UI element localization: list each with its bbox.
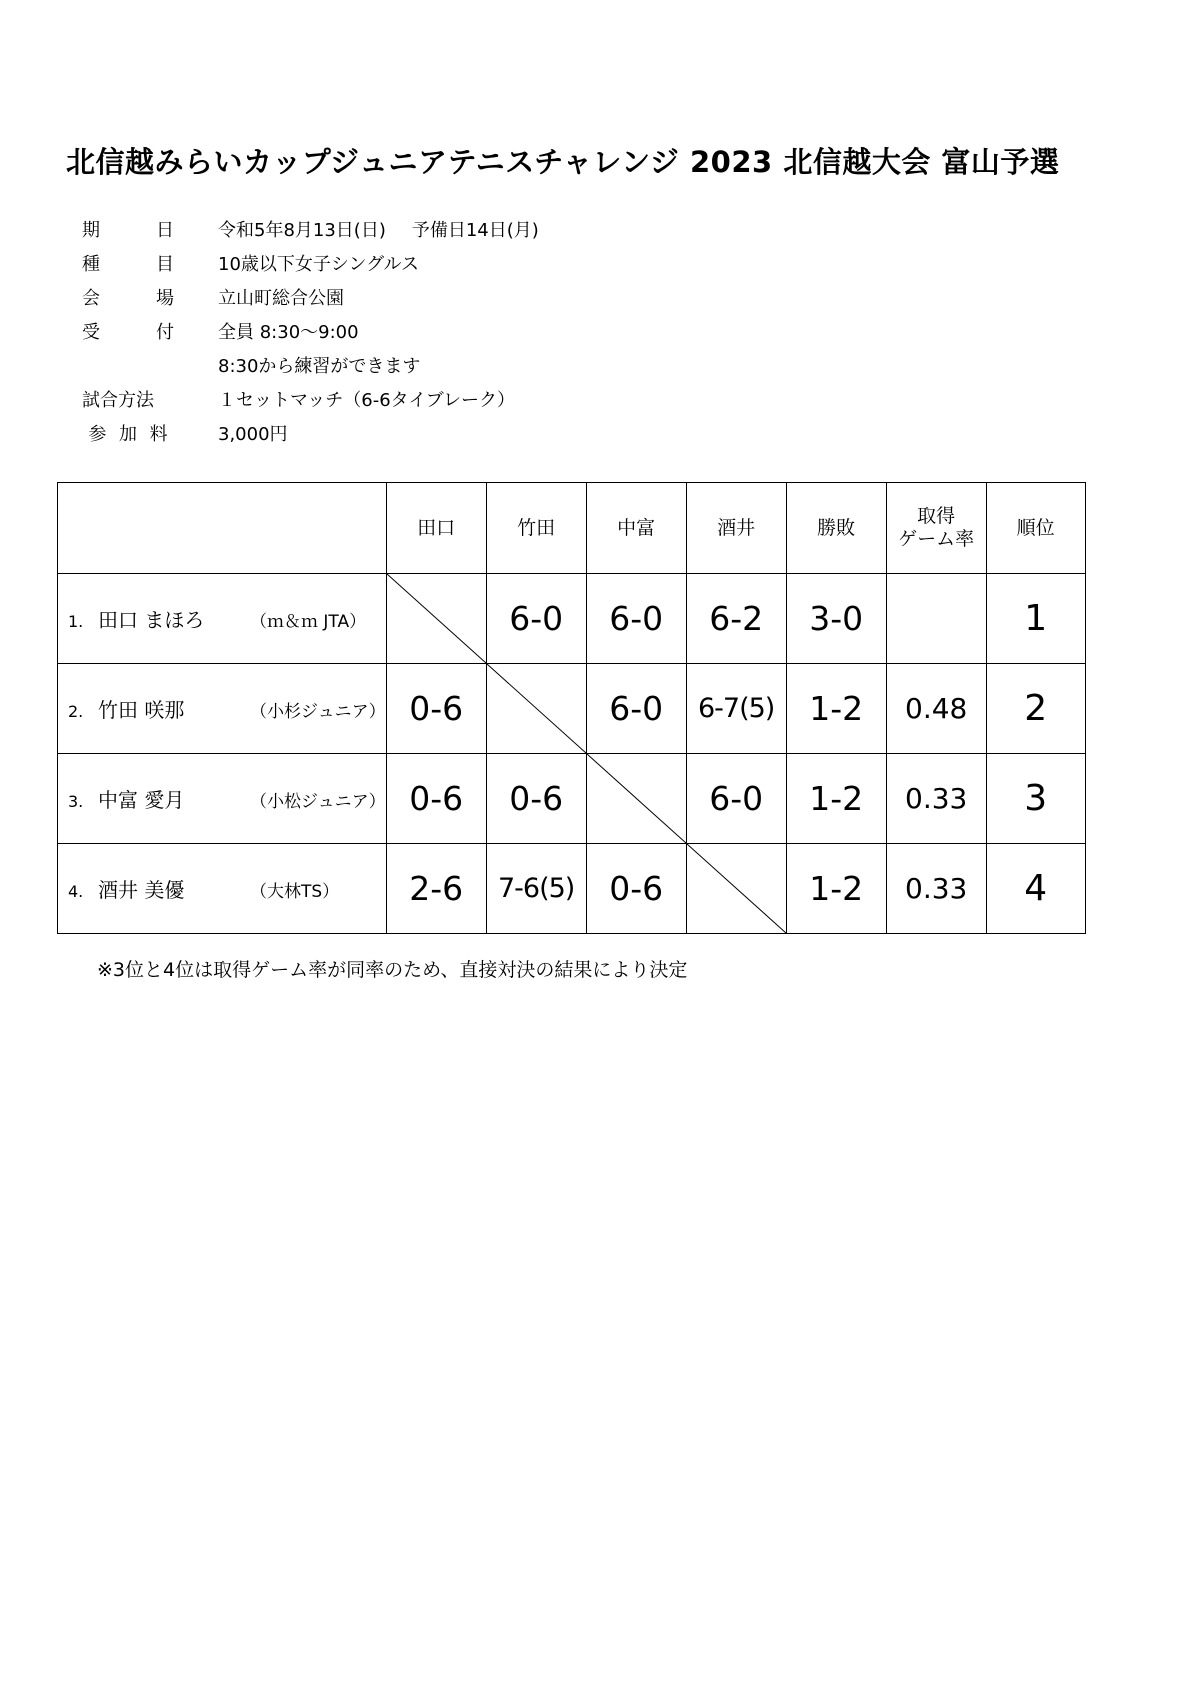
- info-label-date: 期 日: [82, 220, 174, 241]
- reserve-date: 予備日14日(月): [411, 220, 539, 241]
- score-cell: 0-6: [386, 664, 486, 754]
- player-number: 2.: [68, 702, 84, 721]
- record-cell: 1-2: [786, 664, 886, 754]
- player-name: 酒井 美優: [98, 878, 185, 902]
- game-rate-cell: 0.33: [886, 754, 986, 844]
- player-cell: [58, 664, 387, 754]
- info-value-venue: 立山町総合公園: [218, 288, 344, 309]
- score-cell: 0-6: [386, 754, 486, 844]
- score-cell: 6-7(5): [686, 664, 786, 754]
- game-rate-cell: [886, 574, 986, 664]
- rank-cell: 4: [986, 844, 1085, 934]
- header-takeda: 竹田: [486, 483, 586, 574]
- player-cell: [58, 844, 387, 934]
- player-club: （小杉ジュニア）: [250, 702, 386, 722]
- player-number: 1.: [68, 612, 84, 631]
- header-rank: 順位: [986, 483, 1085, 574]
- rank-cell: 2: [986, 664, 1085, 754]
- info-label-format: 試合方法: [82, 390, 154, 411]
- score-cell: 6-0: [686, 754, 786, 844]
- player-club: （大林TS）: [250, 882, 340, 902]
- header-game-rate: 取得 ゲーム率: [886, 483, 986, 574]
- table-row: [58, 574, 1086, 664]
- diagonal-cell: [586, 754, 686, 844]
- diagonal-cell: [486, 664, 586, 754]
- table-row: [58, 664, 1086, 754]
- table-row: [58, 844, 1086, 934]
- score-cell: 6-0: [486, 574, 586, 664]
- round-robin-table: [57, 482, 1086, 934]
- player-cell: [58, 574, 387, 664]
- player-cell: [58, 754, 387, 844]
- score-cell: 6-0: [586, 574, 686, 664]
- score-cell: 7-6(5): [486, 844, 586, 934]
- info-value-event: 10歳以下女子シングルス: [218, 254, 420, 275]
- score-cell: 0-6: [486, 754, 586, 844]
- rank-cell: 1: [986, 574, 1085, 664]
- score-cell: 2-6: [386, 844, 486, 934]
- info-label-reception: 受 付: [82, 322, 174, 343]
- record-cell: 1-2: [786, 754, 886, 844]
- player-number: 4.: [68, 882, 84, 901]
- table-header-row: [58, 483, 1086, 574]
- player-number: 3.: [68, 792, 84, 811]
- info-label-venue: 会 場: [82, 288, 174, 309]
- header-sakai: 酒井: [686, 483, 786, 574]
- player-club: （小松ジュニア）: [250, 792, 386, 812]
- diagonal-cell: [386, 574, 486, 664]
- header-nakatomi: 中富: [586, 483, 686, 574]
- record-cell: 3-0: [786, 574, 886, 664]
- diagonal-cell: [686, 844, 786, 934]
- game-rate-cell: 0.48: [886, 664, 986, 754]
- tiebreak-note: ※3位と4位は取得ゲーム率が同率のため、直接対決の結果により決定: [97, 959, 688, 981]
- info-value-fee: 3,000円: [218, 424, 288, 445]
- info-value-date: 令和5年8月13日(日) 予備日14日(月): [218, 220, 539, 241]
- score-cell: 6-0: [586, 664, 686, 754]
- table-row: [58, 754, 1086, 844]
- header-record: 勝敗: [786, 483, 886, 574]
- info-value-reception-note: 8:30から練習ができます: [218, 356, 421, 377]
- info-value-format: １セットマッチ（6-6タイブレーク）: [218, 390, 516, 411]
- player-name: 竹田 咲那: [98, 698, 185, 722]
- header-corner: [58, 483, 387, 574]
- page-title: 北信越みらいカップジュニアテニスチャレンジ 2023 北信越大会 富山予選: [66, 145, 1060, 179]
- game-rate-cell: 0.33: [886, 844, 986, 934]
- record-cell: 1-2: [786, 844, 886, 934]
- player-name: 中富 愛月: [98, 788, 185, 812]
- score-cell: 6-2: [686, 574, 786, 664]
- info-label-fee: 参 加 料: [88, 424, 168, 445]
- player-name: 田口 まほろ: [98, 608, 205, 632]
- score-cell: 0-6: [586, 844, 686, 934]
- header-taguchi: 田口: [386, 483, 486, 574]
- player-club: （ｍ＆ｍ JTA）: [250, 612, 367, 632]
- info-label-event: 種 目: [82, 254, 174, 275]
- rank-cell: 3: [986, 754, 1085, 844]
- info-value-reception: 全員 8:30～9:00: [218, 322, 359, 343]
